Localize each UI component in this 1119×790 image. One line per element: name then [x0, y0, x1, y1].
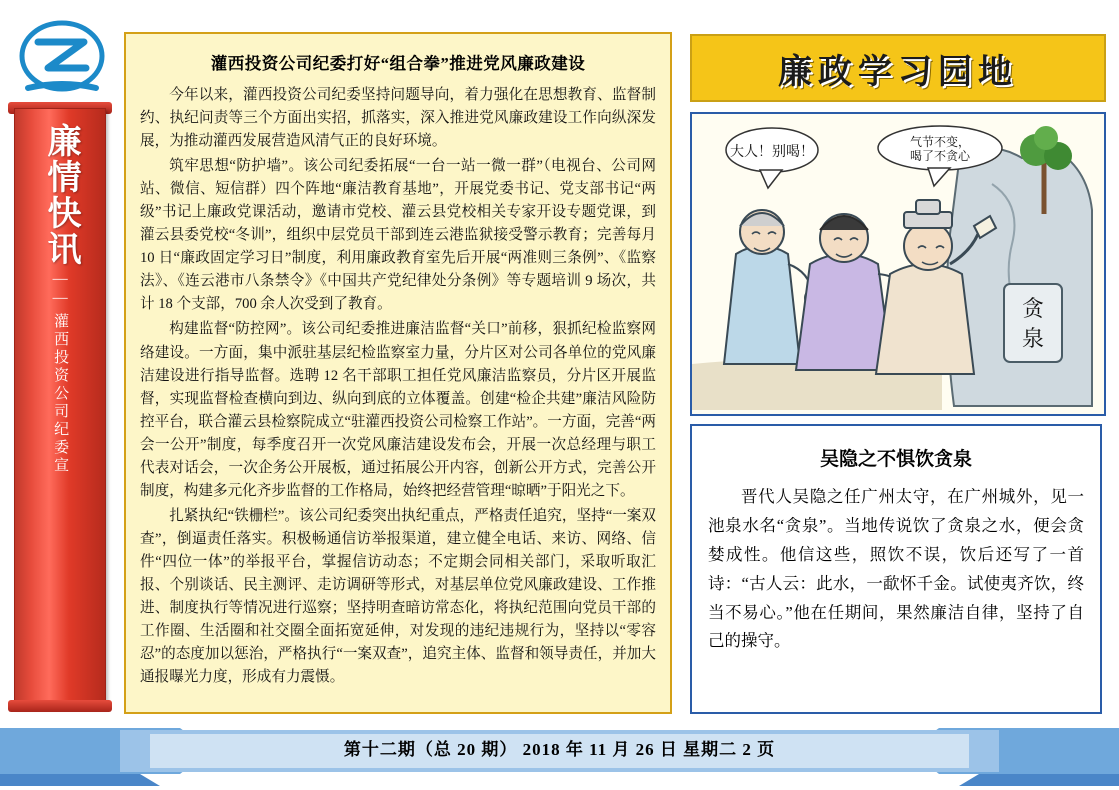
story-panel	[690, 424, 1102, 714]
cartoon-illustration	[692, 114, 1100, 410]
article-title: 灌西投资公司纪委打好“组合拳”推进党风廉政建设	[210, 54, 586, 73]
article-paragraph: 扎紧执纪“铁栅栏”。该公司纪委突出执纪重点，严格责任追究，坚持“一案双查”，倒逼责任落实。积极畅通信访举报渠道，建立健全电话、来访、网络、信件“四位一体”的举报平台，掌握信访动态；不定期会同相关部门，采取听取汇报、个别谈话、民主测评、走访调研等形式，对基层单位党风廉政建设、工作推进、制度执行等情况进行巡察；坚持明查暗访常态化，将执纪范围向党员干部的工作圈、生活圈和社交圈全面拓宽延伸，对发现的违纪违规行为，坚持以“零容忍”的态度加以惩治，严格执行“一案双查”，追究主体、监督和领导责任，并加大通报曝光力度，形成有力震慑。	[140, 507, 656, 686]
company-logo	[18, 20, 106, 100]
svg-text:贪: 贪	[1021, 296, 1045, 321]
article-paragraph: 今年以来，灌西投资公司纪委坚持问题导向，着力强化在思想教育、监督制约、执纪问责等三个方面出实招，抓落实，深入推进党风廉政建设工作向纵深发展，为推动灌西发展营造风清气正的良好环境。	[140, 87, 656, 150]
section-title-banner	[690, 34, 1106, 102]
banner-subtitle: 灌西投资公司纪委宣	[52, 313, 69, 475]
svg-text:泉: 泉	[1021, 326, 1045, 351]
section-title-text: 廉政学习园地	[778, 53, 1018, 91]
footer-text: 第十二期（总 20 期） 2018 年 11 月 26 日 星期二 2 页	[343, 740, 776, 759]
story-title: 吴隐之不惧饮贪泉	[819, 449, 972, 470]
svg-text:气节不变，: 气节不变，	[909, 135, 971, 149]
banner-title: 廉情快讯	[42, 123, 80, 267]
banner-bottom-cap	[8, 700, 112, 712]
svg-text:喝了不贪心: 喝了不贪心	[909, 149, 971, 163]
article-paragraph: 构建监督“防控网”。该公司纪委推进廉洁监督“关口”前移，狠抓纪检监察网络建设。一方面，集中派驻基层纪检监察室力量，分片区对公司各单位的党风廉洁建设进行指导监督。选聘 12 名干部职工担任党风廉洁监察员，分片区开展监督，实现监督检查横向到边、纵向到底的立体覆盖。创建“检企共建”廉洁风险防控平台，联合灌云县检察院成立“驻灌西投资公司检察工作站”。一方面，完善“两会一公开”制度，每季度召开一次党风廉洁建设发布会，开展一次总经理与职工代表对话会，一次企务公开展板，通过拓展公开内容，创新公开方式，完善公开制度，构建多元化齐步监督的工作格局，始终把经营管理“晾晒”于阳光之下。	[140, 321, 656, 499]
cartoon-panel	[690, 112, 1106, 416]
banner-dash: ——	[52, 271, 69, 309]
article-paragraph: 筑牢思想“防护墙”。该公司纪委拓展“一台一站一微一群”（电视台、公司网站、微信、短信群）四个阵地“廉洁教育基地”，开展党委书记、党支部书记“两级”书记上廉政党课活动，邀请市党校、灌云县党校相关专家开设专题党课，到灌云县委党校“冬训”，组织中层党员干部到连云港监狱接受警示教育；完善每月 10 日“廉政固定学习日”制度，利用廉政教育室先后开展“两准则三条例”、《监察法》、《连云港市八条禁令》《中国共产党纪律处分条例》等专题培训 9 场次，共计 18 个支部，700 余人次受到了教育。	[140, 158, 656, 313]
svg-text:大人！别喝！: 大人！别喝！	[730, 145, 814, 160]
article-panel	[124, 32, 672, 714]
left-banner	[14, 108, 106, 708]
story-text: 晋代人吴隐之任广州太守，在广州城外，见一池泉水名“贪泉”。当地传说饮了贪泉之水，便会贪婪成性。他信这些，照饮不误，饮后还写了一首诗：“古人云：此水，一歃怀千金。试使夷齐饮，终当不易心。”他在任期间，果然廉洁自律，坚持了自己的操守。	[708, 487, 1084, 651]
